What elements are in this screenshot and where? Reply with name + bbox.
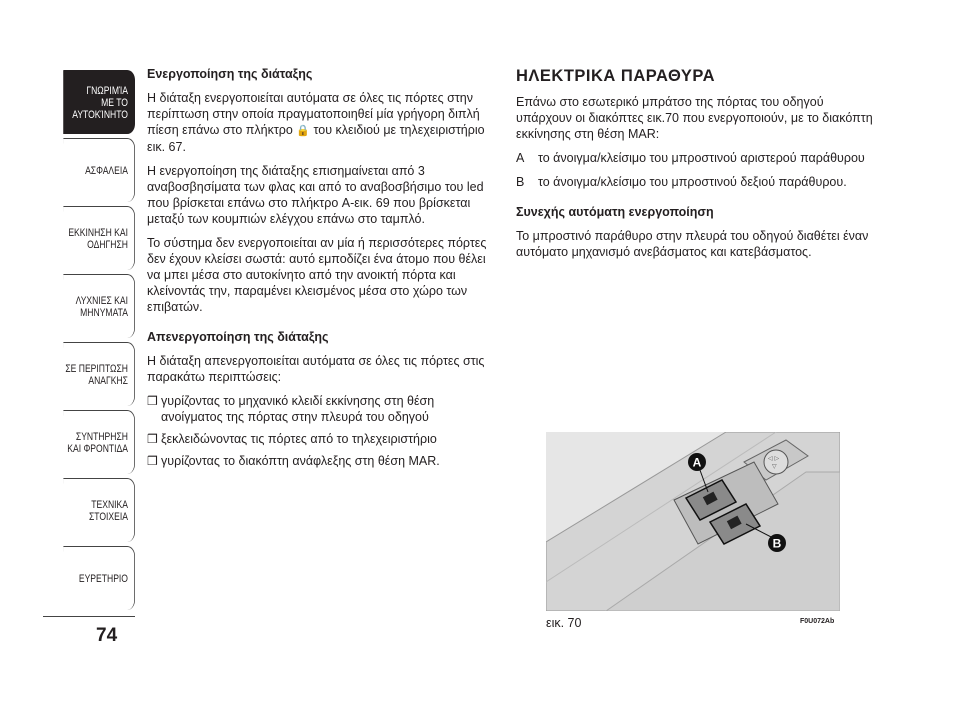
tab-label: ΣΕ ΠΕΡΙΠΤΩΣΗ [65,362,128,375]
tab-label: ΟΔΗΓΗΣΗ [87,238,128,251]
checkbox-bullet-icon: ❒ [147,454,158,468]
tab-label: ΑΥΤΟΚΊΝΗΤΟ [72,108,128,121]
list-item-text: ξεκλειδώνοντας τις πόρτες από το τηλεχειριστήριο [161,432,437,446]
list-item-text: γυρίζοντας το μηχανικό κλειδί εκκίνησης στη θέση ανοίγματος της πόρτας στην πλευρά του οδηγού [161,394,435,424]
paragraph: Το σύστημα δεν ενεργοποιείται αν μία ή περισσότερες πόρτες δεν έχουν κλείσει σωστά: αυτό εμποδίζει ένα άτομο που θέλει να μπει μέσα στο αυτοκίνητο από την ανοικτή πόρτα και κλείνοντάς την, παραμένει κλεισμένος μέσα στο χώρο των επιβατών. [147,236,487,314]
tab-label: ΕΥΡΕΤΗΡΙΟ [78,572,128,585]
label-b: B [772,536,782,551]
tab-getting-to-know[interactable] [63,70,135,134]
paragraph: Η διάταξη απενεργοποιείται αυτόματα σε όλες τις πόρτες στις παρακάτω περιπτώσεις: [147,354,485,384]
list-item-text: γυρίζοντας το διακόπτη ανάφλεξης στη θέση MAR. [161,454,440,468]
label-a: A [692,455,702,470]
page-number: 74 [96,625,118,646]
tab-technical-data[interactable] [63,478,135,542]
figure-code: F0U072Ab [800,618,835,625]
door-armrest-illustration [546,432,840,611]
window-switches-figure [546,432,840,611]
tab-warning-lights[interactable] [63,274,135,338]
tab-maintenance[interactable] [63,410,135,474]
lock-icon: 🔒 [296,125,311,137]
list-item [147,431,487,447]
checkbox-bullet-icon: ❒ [147,432,158,446]
list-item [147,453,487,469]
tab-label: ΚΑΙ ΦΡΟΝΤΙΔΑ [67,442,128,455]
tab-label: ΤΕΧΝΙΚΑ [91,498,128,511]
figure-caption: εικ. 70 [546,616,582,630]
tab-emergency[interactable] [63,342,135,406]
left-column [147,66,487,475]
tab-label: ΣΤΟΙΧΕΙΑ [88,510,128,523]
tab-label: ΕΚΚΙΝΗΣΗ ΚΑΙ [68,226,128,239]
tab-label: ΣΥΝΤΗΡΗΣΗ [75,430,128,443]
checkbox-bullet-icon: ❒ [147,394,158,408]
tab-label: ΜΗΝΥΜΑΤΑ [80,306,128,319]
tab-starting-driving[interactable] [63,206,135,270]
list-item [516,174,876,190]
tab-label: ΑΝΑΓΚΗΣ [88,374,128,387]
right-column [516,66,876,268]
paragraph: Η ενεργοποίηση της διάταξης επισημαίνεται από 3 αναβοσβησίματα των φλας και από το αναβοσβήσιμο του led που βρίσκεται επάνω στο πλήκτρο A-εικ. 69 που βρίσκεται μεταξύ των κουμπιών ελέγχου επάνω στο ταμπλό. [147,164,484,226]
page-title: ΗΛΕΚΤΡΙΚΑ ΠΑΡΑΘΥΡΑ [516,67,716,85]
tab-label: ΑΣΦΑΛΕΙΑ [85,164,128,177]
paragraph [147,90,487,155]
tab-label: ΛΥΧΝΙΕΣ ΚΑΙ [75,294,128,307]
section-heading-activation: Ενεργοποίηση της διάταξης [147,67,313,81]
section-heading-deactivation: Απενεργοποίηση της διάταξης [147,330,329,344]
section-heading-auto: Συνεχής αυτόματη ενεργοποίηση [516,205,714,219]
tab-index[interactable] [63,546,135,610]
list-item [516,150,876,166]
svg-text:◁ ▷: ◁ ▷ [768,455,780,462]
paragraph: Επάνω στο εσωτερικό μπράτσο της πόρτας του οδηγού υπάρχουν οι διακόπτες εικ.70 που ενεργοποιούν, με το διακόπτη εκκίνησης στη θέση MAR: [516,95,873,141]
paragraph-text: Η διάταξη ενεργοποιείται αυτόματα σε όλες τις πόρτες στην περίπτωση στην οποία πραγματοποιηθεί μία γρήγορη διπλή πίεση επάνω στο πλήκτρο [147,91,480,137]
item-text: το άνοιγμα/κλείσιμο του μπροστινού αριστερού παράθυρου [538,151,865,165]
paragraph: Το μπροστινό παράθυρο στην πλευρά του οδηγού διαθέτει έναν αυτόματο μηχανισμό ανεβάσματος και κατεβάσματος. [516,229,869,259]
svg-text:▽: ▽ [772,463,777,470]
item-text: το άνοιγμα/κλείσιμο του μπροστινού δεξιού παράθυρου. [538,175,847,189]
paragraph-text: του κλειδιού με τηλεχειριστήριο εικ. 67. [147,123,485,154]
tab-label: ΜΕ ΤΟ [101,96,128,109]
chapter-tabs [43,70,135,614]
item-letter: A [516,151,525,165]
divider [43,616,135,617]
tab-safety[interactable] [63,138,135,202]
list-item [147,393,487,425]
tab-label: ΓΝΩΡΙΜΊΑ [86,84,128,97]
item-letter: B [516,175,525,189]
